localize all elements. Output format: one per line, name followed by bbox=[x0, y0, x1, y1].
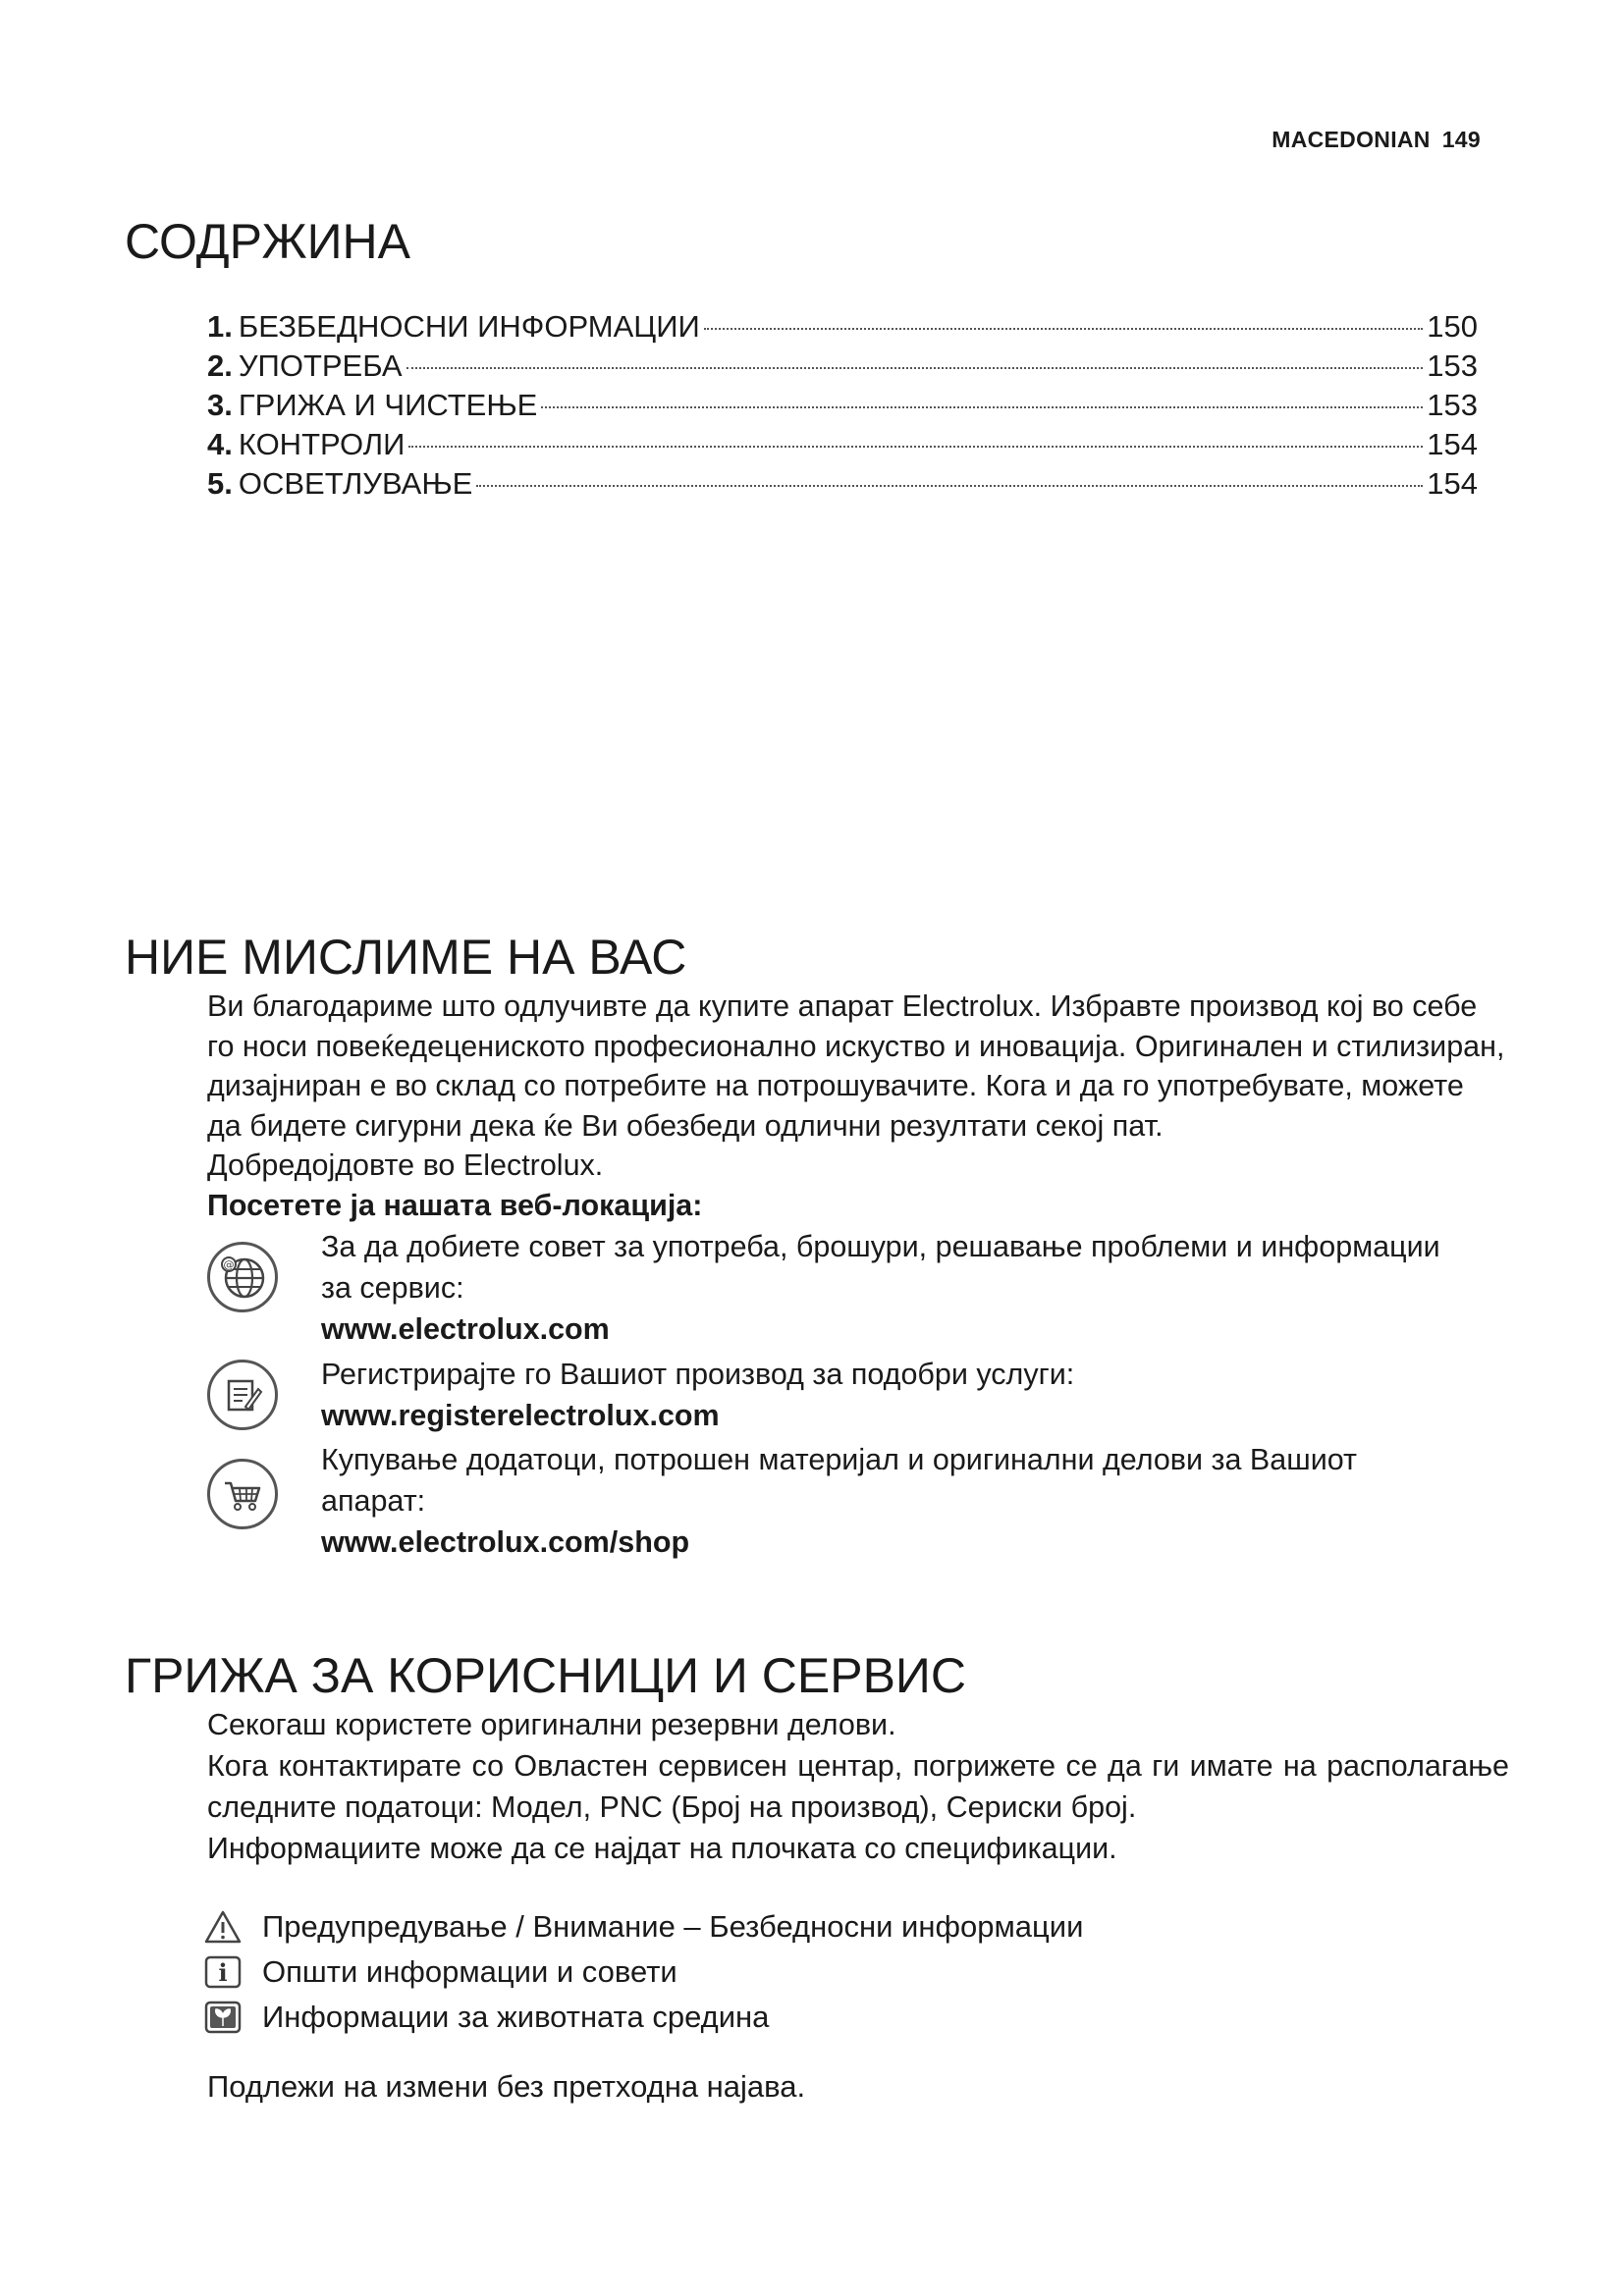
section-title-customer-care: ГРИЖА ЗА КОРИСНИЦИ И СЕРВИС bbox=[125, 1648, 966, 1703]
toc-item-page: 153 bbox=[1427, 388, 1478, 422]
intro-line: го носи повеќедецениското професионално искуство и иновација. Оригинален и стилизиран, bbox=[207, 1029, 1505, 1063]
toc-item[interactable] bbox=[207, 347, 1478, 386]
toc-item-page: 153 bbox=[1427, 348, 1478, 383]
svg-text:@: @ bbox=[223, 1258, 235, 1271]
info-icon bbox=[203, 1954, 243, 1990]
toc-item-label: ОСВЕТЛУВАЊЕ bbox=[238, 466, 473, 501]
header-language: MACEDONIAN bbox=[1272, 127, 1431, 152]
toc-item-label: ГРИЖА И ЧИСТЕЊЕ bbox=[238, 388, 538, 422]
svg-text:i: i bbox=[218, 1958, 228, 1987]
toc-item-label: БЕЗБЕДНОСНИ ИНФОРМАЦИИ bbox=[238, 309, 700, 344]
legend-item-environment bbox=[203, 1997, 769, 2038]
toc-item-label: КОНТРОЛИ bbox=[238, 427, 406, 461]
visit-heading: Посетете ја нашата веб-локација: bbox=[207, 1188, 703, 1222]
care-paragraph bbox=[207, 1704, 1509, 1869]
visit-item-register bbox=[207, 1354, 1533, 1442]
visit-text-line: Регистрирајте го Вашиот производ за подобри услуги: bbox=[321, 1358, 1075, 1391]
toc-item-number: 4. bbox=[207, 427, 233, 461]
toc-item-number: 3. bbox=[207, 388, 233, 422]
toc-leader-dots bbox=[406, 367, 1424, 369]
table-of-contents bbox=[207, 307, 1478, 504]
toc-item-number: 1. bbox=[207, 309, 233, 344]
toc-item-page: 154 bbox=[1427, 427, 1478, 461]
toc-item[interactable] bbox=[207, 464, 1478, 504]
toc-leader-dots bbox=[541, 406, 1423, 408]
warning-icon bbox=[203, 1909, 243, 1945]
link-registerelectrolux[interactable]: www.registerelectrolux.com bbox=[321, 1399, 720, 1432]
environment-icon bbox=[203, 2000, 243, 2035]
header-page-number: 149 bbox=[1441, 127, 1481, 152]
care-line: Информациите може да се најдат на плочката со спецификации. bbox=[207, 1832, 1117, 1865]
intro-line: дизајниран е во склад со потребите на потрошувачите. Кога и да го употребувате, можете bbox=[207, 1069, 1464, 1102]
register-document-icon bbox=[207, 1360, 278, 1430]
visit-text-line: Купување додатоци, потрошен материјал и оригинални делови за Вашиот bbox=[321, 1443, 1358, 1476]
toc-leader-dots bbox=[408, 446, 1423, 448]
toc-item[interactable] bbox=[207, 386, 1478, 425]
link-electrolux-shop[interactable]: www.electrolux.com/shop bbox=[321, 1525, 690, 1559]
page-header bbox=[1272, 127, 1481, 153]
care-line: Секогаш користете оригинални резервни делови. bbox=[207, 1708, 896, 1741]
toc-item-page: 150 bbox=[1427, 309, 1478, 344]
toc-item[interactable] bbox=[207, 425, 1478, 464]
toc-item-number: 5. bbox=[207, 466, 233, 501]
toc-item[interactable] bbox=[207, 307, 1478, 347]
care-line: Кога контактирате со Овластен сервисен центар, погрижете се да ги имате на располагање следните податоци: Модел, PNC (Број на производ), Сериски број. bbox=[207, 1749, 1509, 1824]
globe-icon bbox=[207, 1242, 278, 1312]
visit-text-line: за сервис: bbox=[321, 1271, 464, 1305]
visit-item-support bbox=[207, 1226, 1533, 1354]
legend-label: Информации за животната средина bbox=[262, 2000, 770, 2034]
toc-leader-dots bbox=[476, 485, 1423, 487]
legend-label: Предупредување / Внимание – Безбедносни информации bbox=[262, 1909, 1084, 1944]
intro-line: да бидете сигурни дека ќе Ви обезбеди одлични резултати секој пат. bbox=[207, 1108, 1164, 1143]
toc-title: СОДРЖИНА bbox=[125, 214, 411, 269]
link-electrolux[interactable]: www.electrolux.com bbox=[321, 1312, 610, 1346]
visit-text-line: За да добиете совет за употреба, брошури, решавање проблеми и информации bbox=[321, 1230, 1440, 1263]
visit-item-shop bbox=[207, 1439, 1533, 1567]
shopping-cart-icon bbox=[207, 1459, 278, 1529]
legend-label: Општи информации и совети bbox=[262, 1954, 677, 1989]
intro-paragraph bbox=[207, 987, 1533, 1225]
legend-item-info bbox=[203, 1951, 677, 1993]
section-title-think-of-you: НИЕ МИСЛИМЕ НА ВАС bbox=[125, 930, 687, 985]
toc-leader-dots bbox=[704, 328, 1423, 330]
welcome-line: Добредојдовте во Electrolux. bbox=[207, 1148, 604, 1182]
intro-line: Ви благодариме што одлучивте да купите апарат Electrolux. Избравте производ кој во себе bbox=[207, 989, 1478, 1023]
toc-item-number: 2. bbox=[207, 348, 233, 383]
legend-item-warning bbox=[203, 1906, 1083, 1948]
toc-item-page: 154 bbox=[1427, 466, 1478, 501]
footer-disclaimer: Подлежи на измени без претходна најава. bbox=[207, 2069, 806, 2104]
toc-item-label: УПОТРЕБА bbox=[238, 348, 403, 383]
visit-text-line: апарат: bbox=[321, 1484, 426, 1518]
